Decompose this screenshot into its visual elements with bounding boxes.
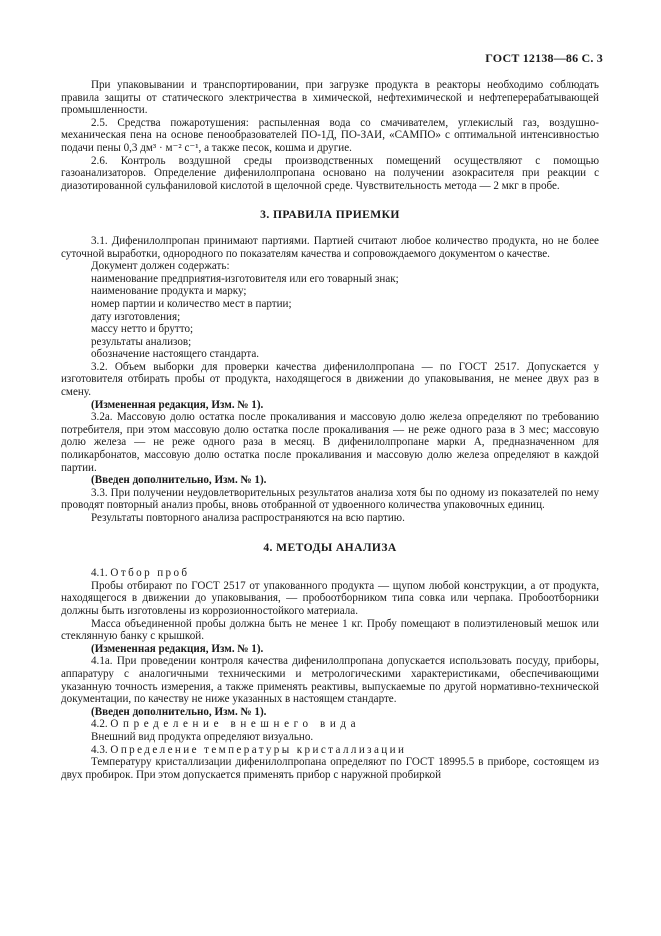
section-3-heading: 3. ПРАВИЛА ПРИЕМКИ <box>260 208 400 222</box>
subsection-number: 4.1. <box>91 567 108 580</box>
document-contents-line: наименование продукта и марку; <box>91 285 247 298</box>
page-header: ГОСТ 12138—86 С. 3 <box>485 51 603 65</box>
document-contents-line: номер партии и количество мест в партии; <box>91 297 292 310</box>
paragraph-2-6: 2.6. Контроль воздушной среды производственных помещений осуществляют с помощью газоанализаторов. Определение дифенилолпропана основано на получении азокрасителя при реакции с диазотированной сульфаниловой кислотой в щелочной среде. Чувствительность метода — 2 мкг в пробе. <box>61 154 599 192</box>
paragraph-3-3-result: Результаты повторного анализа распространяются на всю партию. <box>91 512 405 524</box>
amendment-note: (Введен дополнительно, Изм. № 1). <box>91 705 267 718</box>
paragraph-3-2: 3.2. Объем выборки для проверки качества дифенилолпропана — по ГОСТ 2517. Допускается у изготовителя отбирать пробы от продукта, находящегося в движении до упаковывания, не менее двух раз в смену. <box>61 360 599 399</box>
paragraph-4-1-mass: Масса объединенной пробы должна быть не менее 1 кг. Пробу помещают в полиэтиленовый мешок или стеклянную банку с крышкой. <box>61 617 599 643</box>
paragraph-2-4-continued: При упаковывании и транспортировании, при загрузке продукта в реакторы необходимо соблюдать правила защиты от статического электричества в химической, нефтехимической и нефтеперерабатывающей промышленности. <box>61 79 599 117</box>
subsection-4-2-title <box>61 718 599 731</box>
document-contents-line: наименование предприятия-изготовителя или его товарный знак; <box>91 272 399 285</box>
section-4-heading: 4. МЕТОДЫ АНАЛИЗА <box>263 540 397 554</box>
page-content <box>61 79 599 781</box>
document-contents-line: результаты анализов; <box>91 335 192 348</box>
subsection-4-1-title <box>61 567 599 580</box>
paragraph-3-1: 3.1. Дифенилолпропан принимают партиями. Партией считают любое количество продукта, но не более суточной выработки, однородного по показателям качества и сопровождаемого документом о качестве. <box>61 234 599 260</box>
paragraph-4-1a: 4.1а. При проведении контроля качества дифенилолпропана допускается использовать посуду, приборы, аппаратуру с аналогичными техническими и метрологическими характеристиками, обеспечивающими указанную точность измерения, а также применять реактивы, выпускаемые по другой нормативно-технической документации, по качеству не ниже указанных в настоящем стандарте. <box>61 655 599 706</box>
document-contents-line: массу нетто и брутто; <box>91 323 194 336</box>
paragraph-4-3: Температуру кристаллизации дифенилолпропана определяют по ГОСТ 18995.5 в приборе, состоящем из двух пробирок. При этом допускается применять прибор с наружной пробиркой <box>61 756 599 781</box>
subsection-title: Определение температуры кристаллизации <box>110 743 407 756</box>
subsection-title: Отбор проб <box>110 567 190 580</box>
subsection-number: 4.3. <box>91 743 108 756</box>
subsection-4-3-title <box>61 744 599 757</box>
amendment-note: (Измененная редакция, Изм. № 1). <box>91 642 264 655</box>
paragraph-2-5: 2.5. Средства пожаротушения: распыленная вода со смачивателем, углекислый газ, воздушно-механическая пена на основе пенообразователей ПО-1Д, ПО-ЗАИ, «САМПО» с оптимальной интенсивностью подачи пены 0,3 дм³ · м⁻² с⁻¹, а также песок, кошма и другие. <box>61 116 599 154</box>
paragraph-3-2a: 3.2а. Массовую долю остатка после прокаливания и массовую долю железа определяют по требованию потребителя, при этом массовую долю остатка после прокаливания — не реже одного раза в 3 мес; массовую долю железа — не реже одного раза в месяц. В дифенилолпропане марки А, предназначенном для поликарбонатов, массовую долю остатка после прокаливания и массовую долю железа определяют в каждой партии. <box>61 411 599 474</box>
document-contents-line: обозначение настоящего стандарта. <box>91 348 260 361</box>
document-contents-line: Документ должен содержать: <box>91 260 230 273</box>
amendment-note: (Введен дополнительно, Изм. № 1). <box>91 474 267 487</box>
subsection-number: 4.2. <box>91 718 108 731</box>
subsection-title: Определение внешнего вида <box>110 718 361 731</box>
amendment-note: (Измененная редакция, Изм. № 1). <box>91 398 264 411</box>
paragraph-4-2: Внешний вид продукта определяют визуально. <box>91 730 314 743</box>
paragraph-4-1-sampling: Пробы отбирают по ГОСТ 2517 от упакованного продукта — щупом любой конструкции, а от продукта, находящегося в движении до упаковывания, — пробоотборником типа совка или черпака. Пробоотборники должны быть изготовлены из коррозионностойкого материала. <box>61 579 599 617</box>
paragraph-3-3: 3.3. При получении неудовлетворительных результатов анализа хотя бы по одному из показателей по нему проводят повторный анализ пробы, вновь отобранной от удвоенного количества упаковочных единиц. <box>61 486 599 512</box>
document-contents-line: дату изготовления; <box>91 310 181 323</box>
